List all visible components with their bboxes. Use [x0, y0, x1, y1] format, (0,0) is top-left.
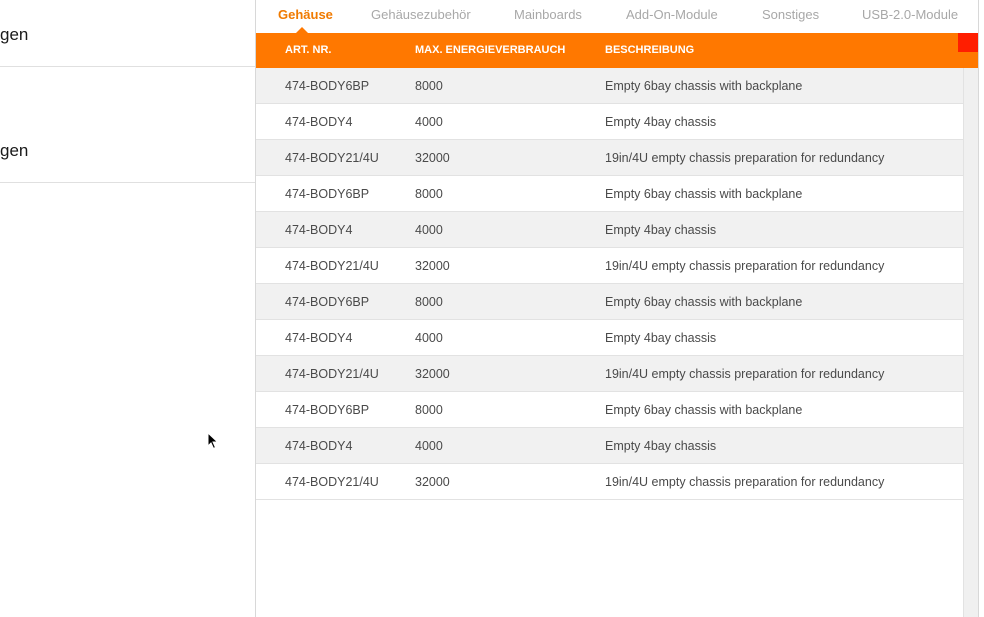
mouse-pointer-icon: [207, 432, 219, 450]
cell-description: Empty 4bay chassis: [605, 223, 717, 237]
cell-energy: 4000: [415, 439, 443, 453]
table-row[interactable]: [256, 248, 963, 284]
cell-art-nr: 474-BODY4: [285, 223, 353, 237]
tab-add-on-module[interactable]: Add-On-Module: [626, 7, 718, 22]
red-square-marker: [958, 33, 978, 52]
cell-art-nr: 474-BODY21/4U: [285, 367, 379, 381]
cell-art-nr: 474-BODY4: [285, 439, 353, 453]
column-header-description[interactable]: BESCHREIBUNG: [605, 44, 695, 56]
table-row[interactable]: [256, 140, 963, 176]
table-row[interactable]: [256, 392, 963, 428]
cell-description: 19in/4U empty chassis preparation for redundancy: [605, 475, 885, 489]
product-panel: [256, 0, 978, 617]
cell-art-nr: 474-BODY21/4U: [285, 259, 379, 273]
left-list-item[interactable]: [0, 66, 255, 183]
cell-energy: 4000: [415, 223, 443, 237]
cell-energy: 8000: [415, 79, 443, 93]
table-row[interactable]: [256, 284, 963, 320]
table-row[interactable]: [256, 356, 963, 392]
cell-art-nr: 474-BODY6BP: [285, 79, 370, 93]
table-row[interactable]: [256, 464, 963, 500]
column-header-art-nr[interactable]: ART. NR.: [285, 44, 332, 56]
category-tabs: [256, 0, 978, 32]
cell-description: Empty 4bay chassis: [605, 331, 717, 345]
cell-art-nr: 474-BODY21/4U: [285, 475, 379, 489]
cell-energy: 8000: [415, 187, 443, 201]
left-list-item-label: gen: [0, 141, 29, 160]
cell-description: Empty 6bay chassis with backplane: [605, 79, 803, 93]
panel-border: [978, 0, 979, 617]
cell-energy: 32000: [415, 151, 450, 165]
cell-description: Empty 6bay chassis with backplane: [605, 403, 803, 417]
table-row[interactable]: [256, 68, 963, 104]
table-header: [256, 33, 978, 68]
table-body: [256, 68, 963, 500]
cell-energy: 8000: [415, 403, 443, 417]
cell-art-nr: 474-BODY4: [285, 331, 353, 345]
cell-energy: 32000: [415, 367, 450, 381]
cell-description: Empty 6bay chassis with backplane: [605, 295, 803, 309]
tab-sonstiges[interactable]: Sonstiges: [762, 7, 820, 22]
cell-description: Empty 4bay chassis: [605, 115, 717, 129]
cell-description: 19in/4U empty chassis preparation for redundancy: [605, 151, 885, 165]
table-row[interactable]: [256, 104, 963, 140]
table-row[interactable]: [256, 176, 963, 212]
tab-gehaeuse[interactable]: Gehäuse: [278, 7, 333, 22]
cell-art-nr: 474-BODY4: [285, 115, 353, 129]
left-panel: [0, 0, 256, 617]
cell-description: Empty 4bay chassis: [605, 439, 717, 453]
cell-description: 19in/4U empty chassis preparation for redundancy: [605, 367, 885, 381]
cell-art-nr: 474-BODY21/4U: [285, 151, 379, 165]
scrollbar[interactable]: [963, 68, 979, 617]
cell-art-nr: 474-BODY6BP: [285, 187, 370, 201]
table-row[interactable]: [256, 428, 963, 464]
tab-usb-module[interactable]: USB-2.0-Module: [862, 7, 959, 22]
cell-energy: 4000: [415, 115, 443, 129]
left-list-item-label: gen: [0, 25, 29, 44]
cell-art-nr: 474-BODY6BP: [285, 403, 370, 417]
table-row[interactable]: [256, 320, 963, 356]
left-list-item[interactable]: [0, 0, 255, 67]
tab-mainboards[interactable]: Mainboards: [514, 7, 582, 22]
cell-energy: 32000: [415, 475, 450, 489]
cell-art-nr: 474-BODY6BP: [285, 295, 370, 309]
cell-energy: 8000: [415, 295, 443, 309]
table-row[interactable]: [256, 212, 963, 248]
cell-energy: 4000: [415, 331, 443, 345]
column-header-energy[interactable]: MAX. ENERGIEVERBRAUCH: [415, 44, 566, 56]
tab-gehaeusezubehoer[interactable]: Gehäusezubehör: [371, 7, 471, 22]
cell-energy: 32000: [415, 259, 450, 273]
cell-description: 19in/4U empty chassis preparation for redundancy: [605, 259, 885, 273]
cell-description: Empty 6bay chassis with backplane: [605, 187, 803, 201]
